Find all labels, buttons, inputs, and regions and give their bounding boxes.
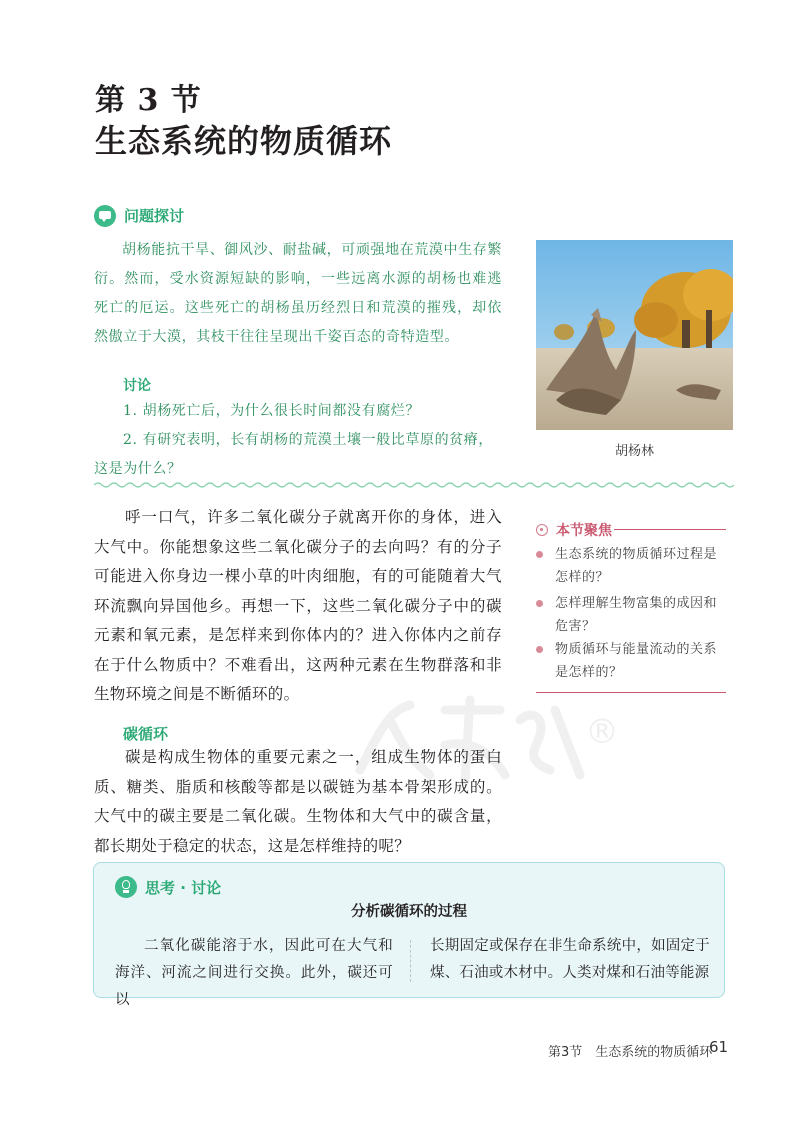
populus-forest-photo: [536, 240, 733, 430]
think-left-column: 二氧化碳能溶于水，因此可在大气和海洋、河流之间进行交换。此外，碳还可以: [115, 938, 393, 1008]
registered-mark: ®: [585, 712, 619, 752]
think-discuss-heading: 思考 · 讨论: [145, 879, 222, 897]
bullet-icon: [536, 646, 543, 653]
carbon-cycle-heading: 碳循环: [123, 725, 169, 743]
lightbulb-icon: [115, 876, 137, 898]
speech-bubble-icon: [94, 205, 116, 227]
discussion-question-2: 2. 有研究表明，长有胡杨的荒漠土壤一般比草原的贫瘠，这是为什么？: [94, 432, 494, 477]
inquiry-paragraph: 胡杨能抗干旱、御风沙、耐盐碱，可顽强地在荒漠中生存繁衍。然而，受水资源短缺的影响，一些远离水源的胡杨也难逃死亡的厄运。这些死亡的胡杨虽历经烈日和荒漠的摧残，却依然傲立于大漠，其枝干往往呈现出千姿百态的奇特造型。: [94, 242, 502, 345]
section-title: 生态系统的物质循环: [95, 122, 393, 160]
wave-divider: [94, 480, 734, 490]
think-discuss-subtitle: 分析碳循环的过程: [351, 904, 467, 920]
populus-forest-illustration: [536, 240, 733, 430]
bullet-icon: [536, 600, 543, 607]
bullet-icon: [536, 551, 543, 558]
footer-section-label: 第3节 生态系统的物质循环: [548, 1045, 713, 1060]
photo-caption: 胡杨林: [614, 444, 654, 459]
target-icon: [536, 524, 548, 536]
focus-item: 怎样理解生物富集的成因和危害？: [555, 596, 718, 634]
think-right-column: 长期固定或保存在非生命系统中，如固定于煤、石油或木材中。人类对煤和石油等能源: [430, 938, 710, 981]
focus-item: 生态系统的物质循环过程是怎样的？: [555, 547, 718, 585]
section-number: 第 3 节: [95, 83, 202, 118]
focus-item: 物质循环与能量流动的关系是怎样的？: [555, 642, 718, 680]
focus-heading: 本节聚焦: [556, 523, 612, 539]
intro-paragraph: 呼一口气，许多二氧化碳分子就离开你的身体，进入大气中。你能想象这些二氧化碳分子的去向吗？有的分子可能进入你身边一棵小草的叶肉细胞，有的可能随着大气环流飘向异国他乡。再想一下，这些二氧化碳分子中的碳元素和氧元素，是怎样来到你体内的？进入你体内之前存在于什么物质中？不难看出，这两种元素在生物群落和非生物环境之间是不断循环的。: [94, 508, 502, 703]
inquiry-heading: 问题探讨: [124, 207, 185, 225]
column-divider: [410, 940, 411, 982]
discussion-question-1: 1. 胡杨死亡后，为什么很长时间都没有腐烂？: [123, 403, 421, 419]
carbon-cycle-paragraph: 碳是构成生物体的重要元素之一，组成生物体的蛋白质、糖类、脂质和核酸等都是以碳链为基本骨架形成的。大气中的碳主要是二氧化碳。生物体和大气中的碳含量，都长期处于稳定的状态，这是怎样维持的呢？: [94, 748, 502, 855]
page-number: 61: [709, 1038, 729, 1056]
discussion-label: 讨论: [123, 378, 151, 394]
focus-top-rule: [614, 529, 726, 530]
